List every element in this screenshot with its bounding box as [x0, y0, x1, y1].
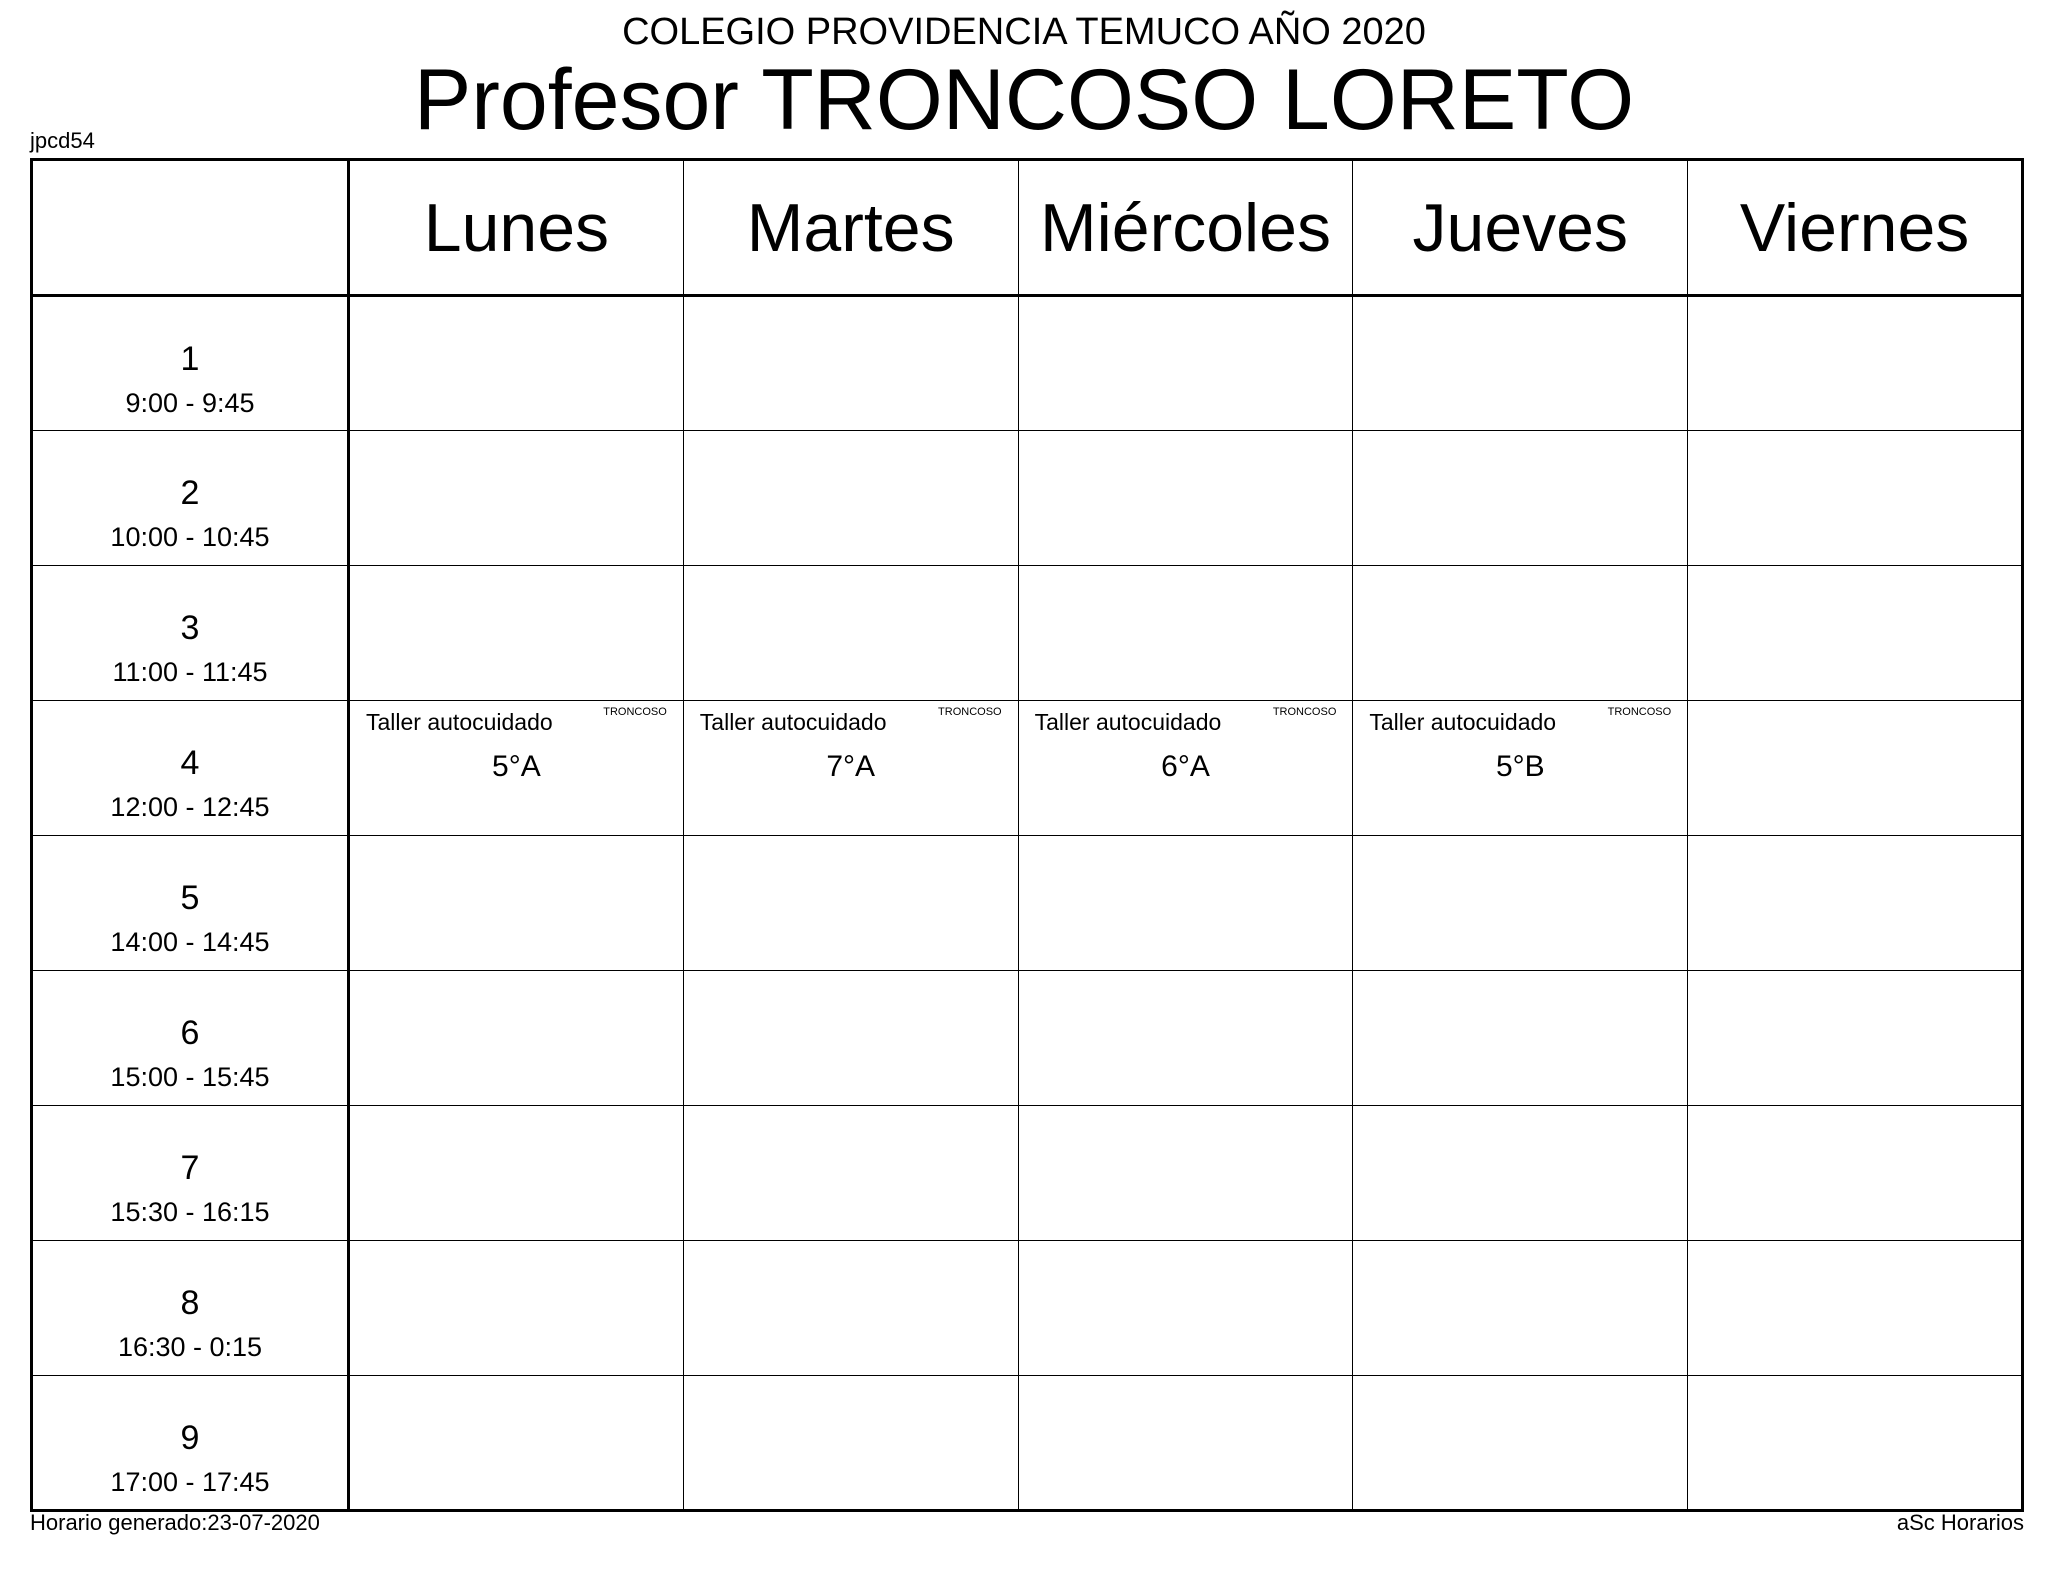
period-label-cell — [32, 971, 349, 1106]
period-label-cell — [32, 1106, 349, 1241]
period-time: 11:00 - 11:45 — [112, 657, 268, 687]
timetable-cell — [1688, 701, 2023, 836]
lesson-subject: Taller autocuidado — [1369, 709, 1557, 735]
timetable — [30, 158, 2024, 1512]
period-label-cell — [32, 701, 349, 836]
period-time: 17:00 - 17:45 — [110, 1467, 270, 1497]
timetable-cell — [1018, 296, 1353, 431]
lesson-teacher: TRONCOSO — [938, 706, 1002, 718]
timetable-cell — [1353, 296, 1688, 431]
period-label-cell — [32, 566, 349, 701]
timetable-cell — [1018, 1241, 1353, 1376]
timetable-cell — [1353, 1376, 1688, 1511]
period-number: 3 — [180, 609, 200, 647]
timetable-cell — [1688, 566, 2023, 701]
timetable-cell — [1688, 1241, 2023, 1376]
teacher-title: Profesor TRONCOSO LORETO — [413, 52, 1635, 148]
timetable-cell — [349, 431, 684, 566]
timetable-cell — [683, 836, 1018, 971]
timetable-cell — [1353, 971, 1688, 1106]
lesson-group: 5°A — [492, 750, 541, 783]
period-number: 8 — [180, 1284, 200, 1322]
lesson-cell — [349, 701, 684, 836]
software-credit: aSc Horarios — [1896, 1510, 2024, 1535]
schedule-code: jpcd54 — [30, 128, 95, 153]
period-row — [32, 701, 2023, 836]
corner-cell — [32, 160, 349, 296]
period-number: 7 — [180, 1149, 200, 1187]
timetable-cell — [1353, 566, 1688, 701]
period-number: 4 — [180, 744, 200, 782]
lesson-cell — [1353, 701, 1688, 836]
period-number: 6 — [180, 1014, 200, 1052]
timetable-cell — [349, 971, 684, 1106]
period-number: 1 — [180, 340, 200, 378]
timetable-cell — [1688, 1376, 2023, 1511]
period-row — [32, 1106, 2023, 1241]
period-number: 9 — [180, 1419, 200, 1457]
period-label-cell — [32, 296, 349, 431]
period-number: 2 — [180, 474, 200, 512]
timetable-cell — [1018, 836, 1353, 971]
timetable-cell — [683, 1106, 1018, 1241]
period-row — [32, 1376, 2023, 1511]
timetable-cell — [1688, 431, 2023, 566]
period-row — [32, 971, 2023, 1106]
period-row — [32, 566, 2023, 701]
day-header-lunes: Lunes — [349, 160, 684, 296]
timetable-cell — [1018, 1106, 1353, 1241]
timetable-cell — [349, 1106, 684, 1241]
timetable-cell — [349, 836, 684, 971]
timetable-cell — [349, 566, 684, 701]
timetable-cell — [1018, 431, 1353, 566]
generated-date: Horario generado:23-07-2020 — [30, 1510, 320, 1535]
timetable-cell — [349, 296, 684, 431]
period-label-cell — [32, 431, 349, 566]
timetable-cell — [1353, 1106, 1688, 1241]
period-time: 9:00 - 9:45 — [125, 388, 255, 418]
lesson-teacher: TRONCOSO — [603, 706, 667, 718]
timetable-cell — [683, 1376, 1018, 1511]
period-time: 10:00 - 10:45 — [110, 522, 270, 552]
timetable-cell — [1688, 971, 2023, 1106]
school-title: COLEGIO PROVIDENCIA TEMUCO AÑO 2020 — [622, 11, 1426, 53]
timetable-cell — [349, 1241, 684, 1376]
timetable-cell — [683, 431, 1018, 566]
lesson-group: 6°A — [1161, 750, 1210, 783]
day-header-martes: Martes — [683, 160, 1018, 296]
day-header-miercoles: Miércoles — [1018, 160, 1353, 296]
timetable-cell — [683, 1241, 1018, 1376]
period-time: 12:00 - 12:45 — [110, 792, 270, 822]
timetable-cell — [1688, 836, 2023, 971]
period-label-cell — [32, 1241, 349, 1376]
period-label-cell — [32, 836, 349, 971]
period-row — [32, 836, 2023, 971]
period-time: 16:30 - 0:15 — [117, 1332, 263, 1362]
timetable-cell — [1688, 1106, 2023, 1241]
timetable-cell — [1353, 1241, 1688, 1376]
lesson-teacher: TRONCOSO — [1607, 706, 1672, 718]
timetable-cell — [683, 971, 1018, 1106]
timetable-cell — [349, 1376, 684, 1511]
period-label-cell — [32, 1376, 349, 1511]
period-row — [32, 431, 2023, 566]
lesson-group: 7°A — [826, 750, 876, 783]
lesson-cell — [1018, 701, 1353, 836]
timetable-cell — [1018, 971, 1353, 1106]
lesson-subject: Taller autocuidado — [366, 709, 553, 735]
period-time: 15:00 - 15:45 — [110, 1062, 270, 1092]
lesson-subject: Taller autocuidado — [699, 709, 887, 735]
day-header-viernes: Viernes — [1688, 160, 2023, 296]
day-header-jueves: Jueves — [1353, 160, 1688, 296]
period-number: 5 — [180, 879, 200, 917]
timetable-cell — [683, 296, 1018, 431]
lesson-cell — [683, 701, 1018, 836]
period-time: 14:00 - 14:45 — [110, 927, 270, 957]
lesson-group: 5°B — [1495, 750, 1545, 783]
lesson-teacher: TRONCOSO — [1272, 706, 1337, 718]
period-row — [32, 296, 2023, 431]
timetable-cell — [1353, 431, 1688, 566]
lesson-subject: Taller autocuidado — [1034, 709, 1222, 735]
timetable-cell — [1018, 566, 1353, 701]
period-row — [32, 1241, 2023, 1376]
timetable-cell — [1688, 296, 2023, 431]
timetable-cell — [1018, 1376, 1353, 1511]
day-header-row — [32, 160, 2023, 296]
timetable-cell — [683, 566, 1018, 701]
timetable-cell — [1353, 836, 1688, 971]
period-time: 15:30 - 16:15 — [110, 1197, 270, 1227]
